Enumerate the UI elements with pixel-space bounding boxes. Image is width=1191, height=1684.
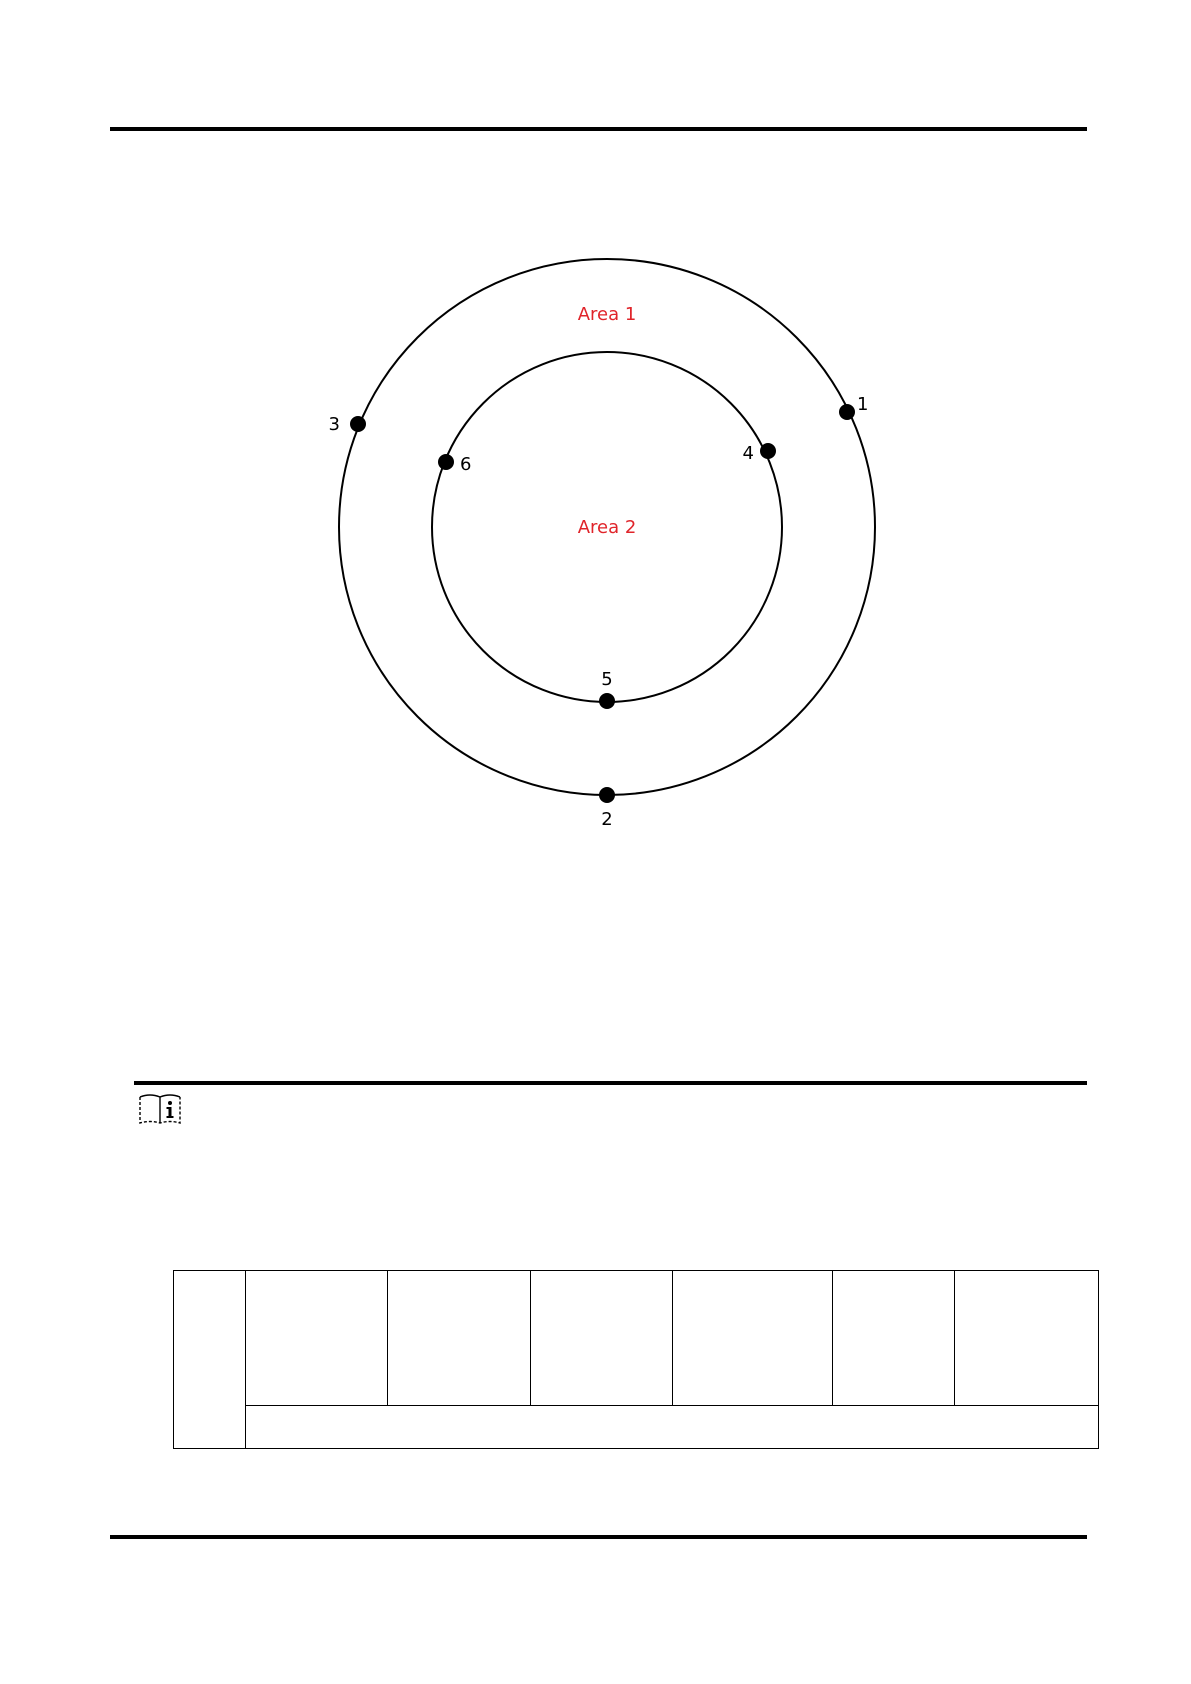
table-cell bbox=[174, 1271, 246, 1449]
point-1-label: 1 bbox=[857, 394, 869, 415]
table-row bbox=[174, 1271, 1099, 1406]
note-rule bbox=[134, 1081, 1087, 1085]
point-6-marker bbox=[438, 454, 454, 470]
point-3-marker bbox=[350, 416, 366, 432]
note-book-info-icon bbox=[138, 1092, 182, 1126]
table-cell bbox=[246, 1271, 388, 1406]
point-2-marker bbox=[599, 787, 615, 803]
point-6-label: 6 bbox=[460, 454, 472, 475]
point-4-label: 4 bbox=[742, 443, 754, 464]
table-cell bbox=[955, 1271, 1099, 1406]
area-2-label: Area 2 bbox=[577, 517, 637, 538]
point-4-marker bbox=[760, 443, 776, 459]
area-1-label: Area 1 bbox=[577, 304, 637, 325]
table-cell bbox=[246, 1406, 1099, 1449]
point-3-label: 3 bbox=[328, 414, 340, 435]
table-cell bbox=[833, 1271, 955, 1406]
point-2-label: 2 bbox=[601, 809, 613, 830]
point-5-label: 5 bbox=[601, 669, 613, 690]
table-cell bbox=[673, 1271, 833, 1406]
table-cell bbox=[531, 1271, 673, 1406]
point-5-marker bbox=[599, 693, 615, 709]
footer-rule bbox=[110, 1535, 1087, 1539]
point-1-marker bbox=[839, 404, 855, 420]
info-table bbox=[173, 1270, 1099, 1449]
table-cell bbox=[388, 1271, 531, 1406]
table-row bbox=[174, 1406, 1099, 1449]
